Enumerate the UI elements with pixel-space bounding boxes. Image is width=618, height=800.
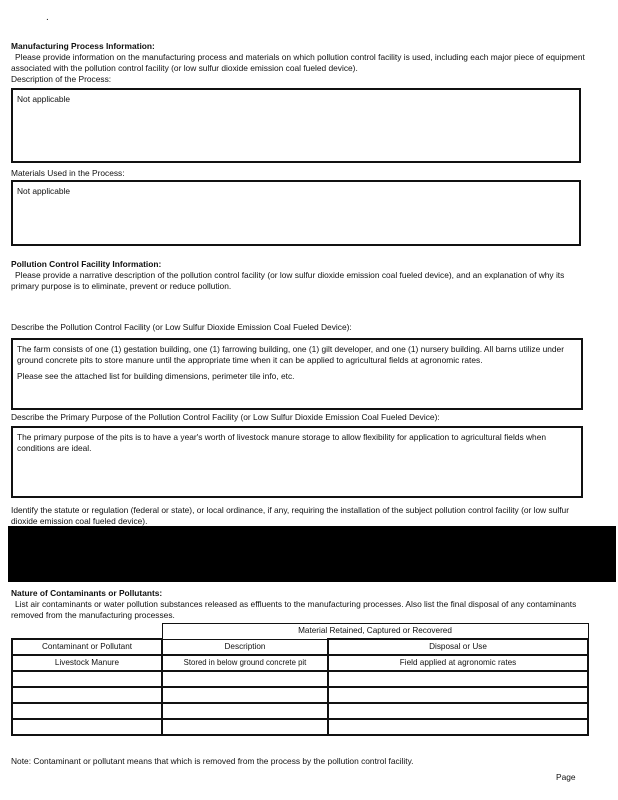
cell-description[interactable] xyxy=(162,671,328,687)
materials-value: Not applicable xyxy=(17,186,71,196)
primary-purpose-text: The primary purpose of the pits is to have a year's worth of livestock manure storage to allow flexibility for application to agricultural fields when conditions are ideal. xyxy=(17,432,547,453)
table-blank-cell xyxy=(12,624,162,640)
contaminants-heading: Nature of Contaminants or Pollutants: xyxy=(11,588,163,598)
cell-description[interactable] xyxy=(162,703,328,719)
table-row xyxy=(12,687,588,703)
cell-disposal[interactable]: Field applied at agronomic rates xyxy=(328,655,588,671)
statute-label: Identify the statute or regulation (federal or state), or local ordinance, if any, requiring the installation of the subject pollution control facility (or low sulfur dioxide emission coal fueled device). xyxy=(11,505,570,526)
table-group-header-row xyxy=(12,624,588,640)
contaminants-instructions: List air contaminants or water pollution substances released as effluents to the manufacturing processes. Also list the final disposal of any contaminants removed from the manufacturing processes. xyxy=(11,599,577,620)
manufacturing-heading: Manufacturing Process Information: xyxy=(11,41,155,51)
table-row xyxy=(12,671,588,687)
pollution-heading: Pollution Control Facility Information: xyxy=(11,259,162,269)
cell-contaminant[interactable] xyxy=(12,687,162,703)
redaction-block xyxy=(8,526,616,582)
group-header: Material Retained, Captured or Recovered xyxy=(162,624,588,640)
stray-mark: . xyxy=(46,12,49,23)
manufacturing-instructions: Please provide information on the manufacturing process and materials on which pollution control facility is used, including each major piece of equipment associated with the pollution control facility (or low sulfur dioxide emission coal fueled device). xyxy=(11,52,585,73)
materials-label: Materials Used in the Process: xyxy=(11,168,125,178)
col-header-description: Description xyxy=(162,639,328,655)
description-field[interactable] xyxy=(11,88,581,163)
description-value: Not applicable xyxy=(17,94,71,104)
cell-contaminant[interactable] xyxy=(12,671,162,687)
cell-disposal[interactable] xyxy=(328,687,588,703)
primary-purpose-field[interactable] xyxy=(11,426,583,498)
col-header-contaminant: Contaminant or Pollutant xyxy=(12,639,162,655)
cell-disposal[interactable] xyxy=(328,719,588,735)
describe-facility-label: Describe the Pollution Control Facility (or Low Sulfur Dioxide Emission Coal Fueled Device): xyxy=(11,322,352,332)
primary-purpose-label: Describe the Primary Purpose of the Pollution Control Facility (or Low Sulfur Dioxide Emission Coal Fueled Device): xyxy=(11,412,440,422)
table-row xyxy=(12,719,588,735)
cell-contaminant[interactable] xyxy=(12,703,162,719)
describe-facility-text: The farm consists of one (1) gestation building, one (1) farrowing building, one (1) gilt developer, and one (1) nursery building. All barns utilize under ground concrete pits to store manure until the appropriate time when it can be applied to agricultural fields at agronomic rates. xyxy=(17,344,565,365)
cell-description[interactable] xyxy=(162,687,328,703)
cell-description[interactable]: Stored in below ground concrete pit xyxy=(162,655,328,671)
footnote: Note: Contaminant or pollutant means that which is removed from the process by the pollution control facility. xyxy=(11,756,414,766)
page-label: Page xyxy=(556,772,576,782)
describe-facility-note: Please see the attached list for building dimensions, perimeter tile info, etc. xyxy=(17,371,295,381)
cell-contaminant[interactable] xyxy=(12,719,162,735)
contaminants-table xyxy=(11,623,589,736)
materials-field[interactable] xyxy=(11,180,581,246)
table-row xyxy=(12,703,588,719)
table-row xyxy=(12,655,588,671)
describe-facility-field[interactable] xyxy=(11,338,583,410)
table-header-row xyxy=(12,639,588,655)
description-label: Description of the Process: xyxy=(11,74,112,84)
cell-description[interactable] xyxy=(162,719,328,735)
cell-contaminant[interactable]: Livestock Manure xyxy=(12,655,162,671)
cell-disposal[interactable] xyxy=(328,671,588,687)
cell-disposal[interactable] xyxy=(328,703,588,719)
pollution-instructions: Please provide a narrative description of the pollution control facility (or low sulfur dioxide emission coal fueled device), and an explanation of why its primary purpose is to eliminate, prevent or reduce pollution. xyxy=(11,270,565,291)
col-header-disposal: Disposal or Use xyxy=(328,639,588,655)
